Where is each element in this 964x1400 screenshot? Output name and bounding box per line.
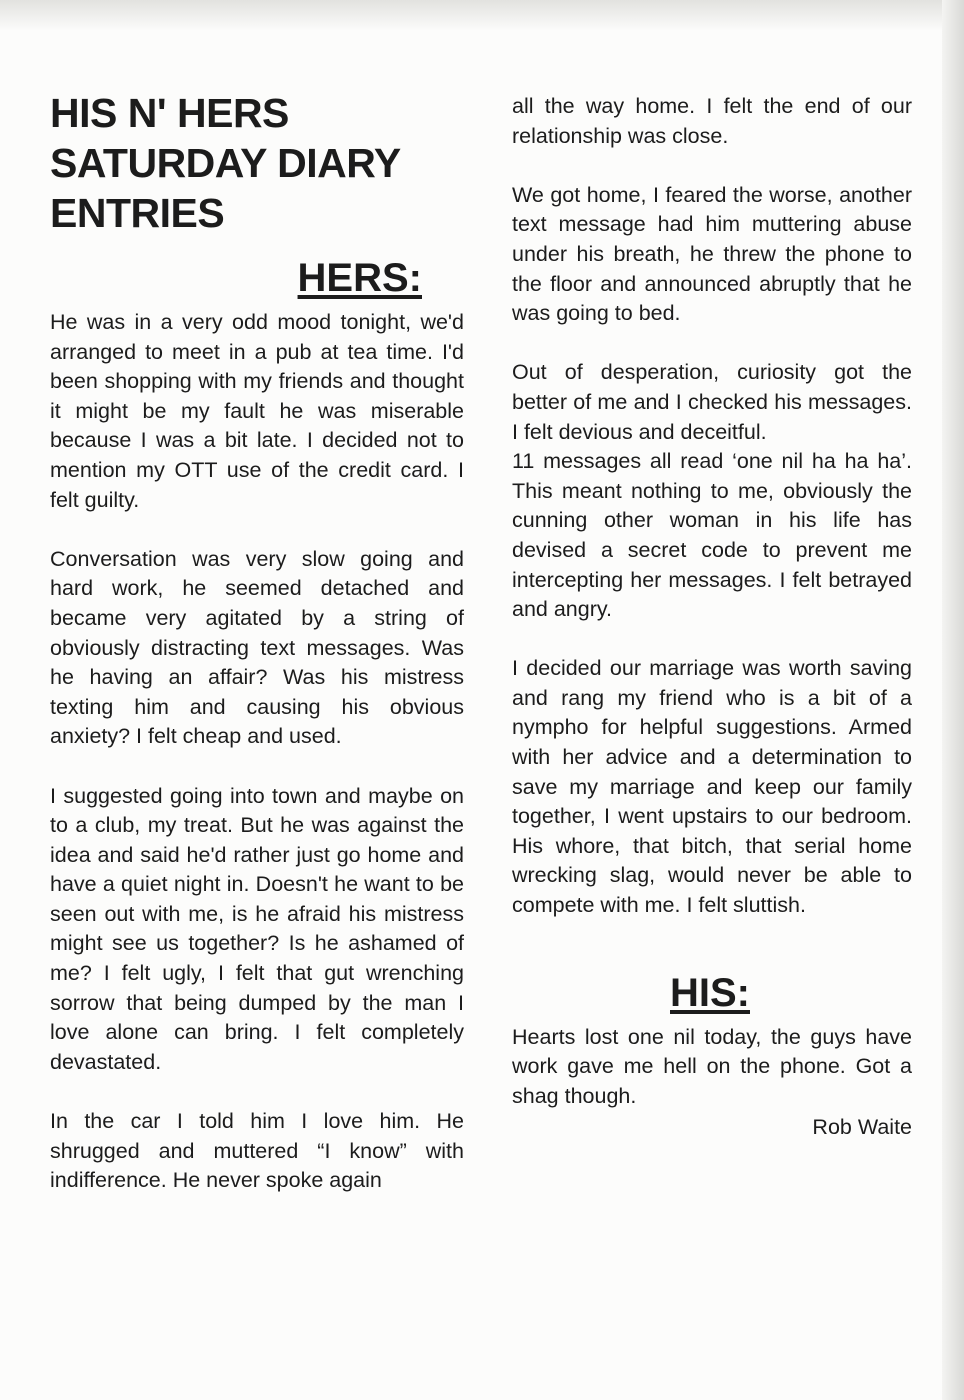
page-top-shadow bbox=[0, 0, 964, 30]
hers-paragraph-4-end: all the way home. I felt the end of our relationship was close. bbox=[512, 94, 912, 148]
page-right-edge bbox=[942, 0, 964, 1400]
author-signature: Rob Waite bbox=[812, 1115, 912, 1140]
hers-heading: HERS: bbox=[297, 256, 422, 300]
right-column bbox=[512, 92, 912, 1143]
article-title: HIS N' HERS SATURDAY DIARY ENTRIES bbox=[50, 90, 400, 236]
hers-paragraph-7: 11 messages all read ‘one nil ha ha ha’. This meant nothing to me, obviously the cunning other woman in his life has devised a secret code to prevent me intercepting her messages. I felt betrayed and angry. bbox=[512, 449, 912, 622]
hers-paragraph-2: Conversation was very slow going and hard work, he seemed detached and became very agitated by a string of obviously distracting text messages. Was he having an affair? Was his mistress texting him and causing his obvious anxiety? I felt cheap and used. bbox=[50, 546, 464, 749]
his-paragraph: Hearts lost one nil today, the guys have work gave me hell on the phone. Got a shag though. bbox=[512, 1024, 912, 1108]
hers-paragraph-6: Out of desperation, curiosity got the better of me and I checked his messages. I felt devious and deceitful. bbox=[512, 360, 912, 444]
hers-paragraph-8: I decided our marriage was worth saving and rang my friend who is a bit of a nympho for helpful suggestions. Armed with her advice and a determination to save my marriage and keep our family together, I went upstairs to our bedroom. His whore, that bitch, that serial home wrecking slag, would never be able to compete with me. I felt sluttish. bbox=[512, 656, 912, 918]
hers-paragraph-4-start: In the car I told him I love him. He shrugged and muttered “I know” with indifference. He never spoke again bbox=[50, 1109, 464, 1193]
hers-paragraph-1: He was in a very odd mood tonight, we'd arranged to meet in a pub at tea time. I'd been shopping with my friends and thought it might be my fault he was miserable because I was a bit late. I decided not to mention my OTT use of the credit card. I felt guilty. bbox=[50, 310, 464, 512]
left-column bbox=[50, 88, 464, 1196]
hers-paragraph-5: We got home, I feared the worse, another text message had him muttering abuse under his breath, he threw the phone to the floor and announced abruptly that he was going to bed. bbox=[512, 182, 912, 326]
hers-paragraph-3: I suggested going into town and maybe on to a club, my treat. But he was against the idea and said he'd rather just go home and have a quiet night in. Doesn't he want to be seen out with me, is he afraid his mistress might see us together? Is he ashamed of me? I felt ugly, I felt that gut wrenching sorrow that being dumped by the man I love alone can bring. I felt completely devastated. bbox=[50, 783, 464, 1074]
his-heading: HIS: bbox=[670, 970, 750, 1015]
